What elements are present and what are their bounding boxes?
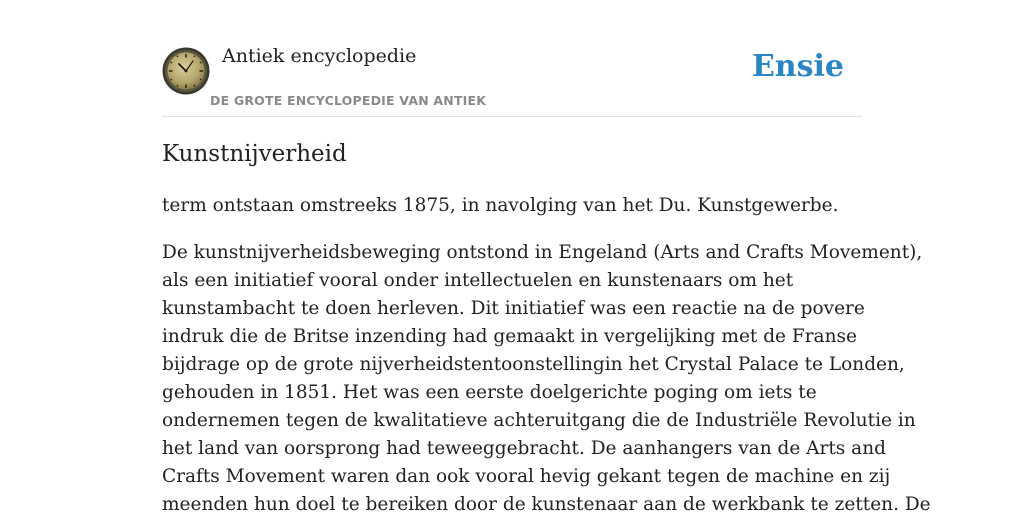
paragraph-line: De kunstnijverheidsbeweging ontstond in Engeland (Arts and Crafts Movement),	[162, 242, 923, 263]
article-paragraph-2	[162, 239, 931, 512]
article-paragraph-1: term ontstaan omstreeks 1875, in navolging van het Du. Kunstgewerbe.	[162, 195, 839, 216]
paragraph-line: als een initiatief vooral onder intellectuelen en kunstenaars om het	[162, 270, 794, 291]
paragraph-line: meenden hun doel te bereiken door de kunstenaar aan de werkbank te zetten. De	[162, 494, 931, 512]
site-title-link[interactable]: Antiek encyclopedie	[222, 45, 417, 67]
article-title: Kunstnijverheid	[162, 141, 347, 167]
paragraph-line: kunstambacht te doen herleven. Dit initiatief was een reactie na de povere	[162, 298, 865, 319]
paragraph-line: ondernemen tegen de kwalitatieve achteruitgang die de Industriële Revolutie in	[162, 410, 916, 431]
paragraph-line: bijdrage op de grote nijverheidstentoonstellingin het Crystal Palace te Londen,	[162, 354, 905, 375]
ensie-brand-link[interactable]: Ensie	[751, 49, 844, 84]
article	[162, 136, 931, 512]
site-subtitle: DE GROTE ENCYCLOPEDIE VAN ANTIEK	[210, 93, 487, 108]
paragraph-line: gehouden in 1851. Het was een eerste doelgerichte poging om iets te	[162, 382, 817, 403]
paragraph-line: Crafts Movement waren dan ook vooral hevig gekant tegen de machine en zij	[162, 466, 891, 487]
site-header	[162, 0, 862, 117]
paragraph-line: het land van oorsprong had teweeggebracht. De aanhangers van de Arts and	[162, 438, 886, 459]
paragraph-line: indruk die de Britse inzending had gemaakt in vergelijking met de Franse	[162, 326, 857, 347]
clock-icon[interactable]	[162, 47, 210, 95]
